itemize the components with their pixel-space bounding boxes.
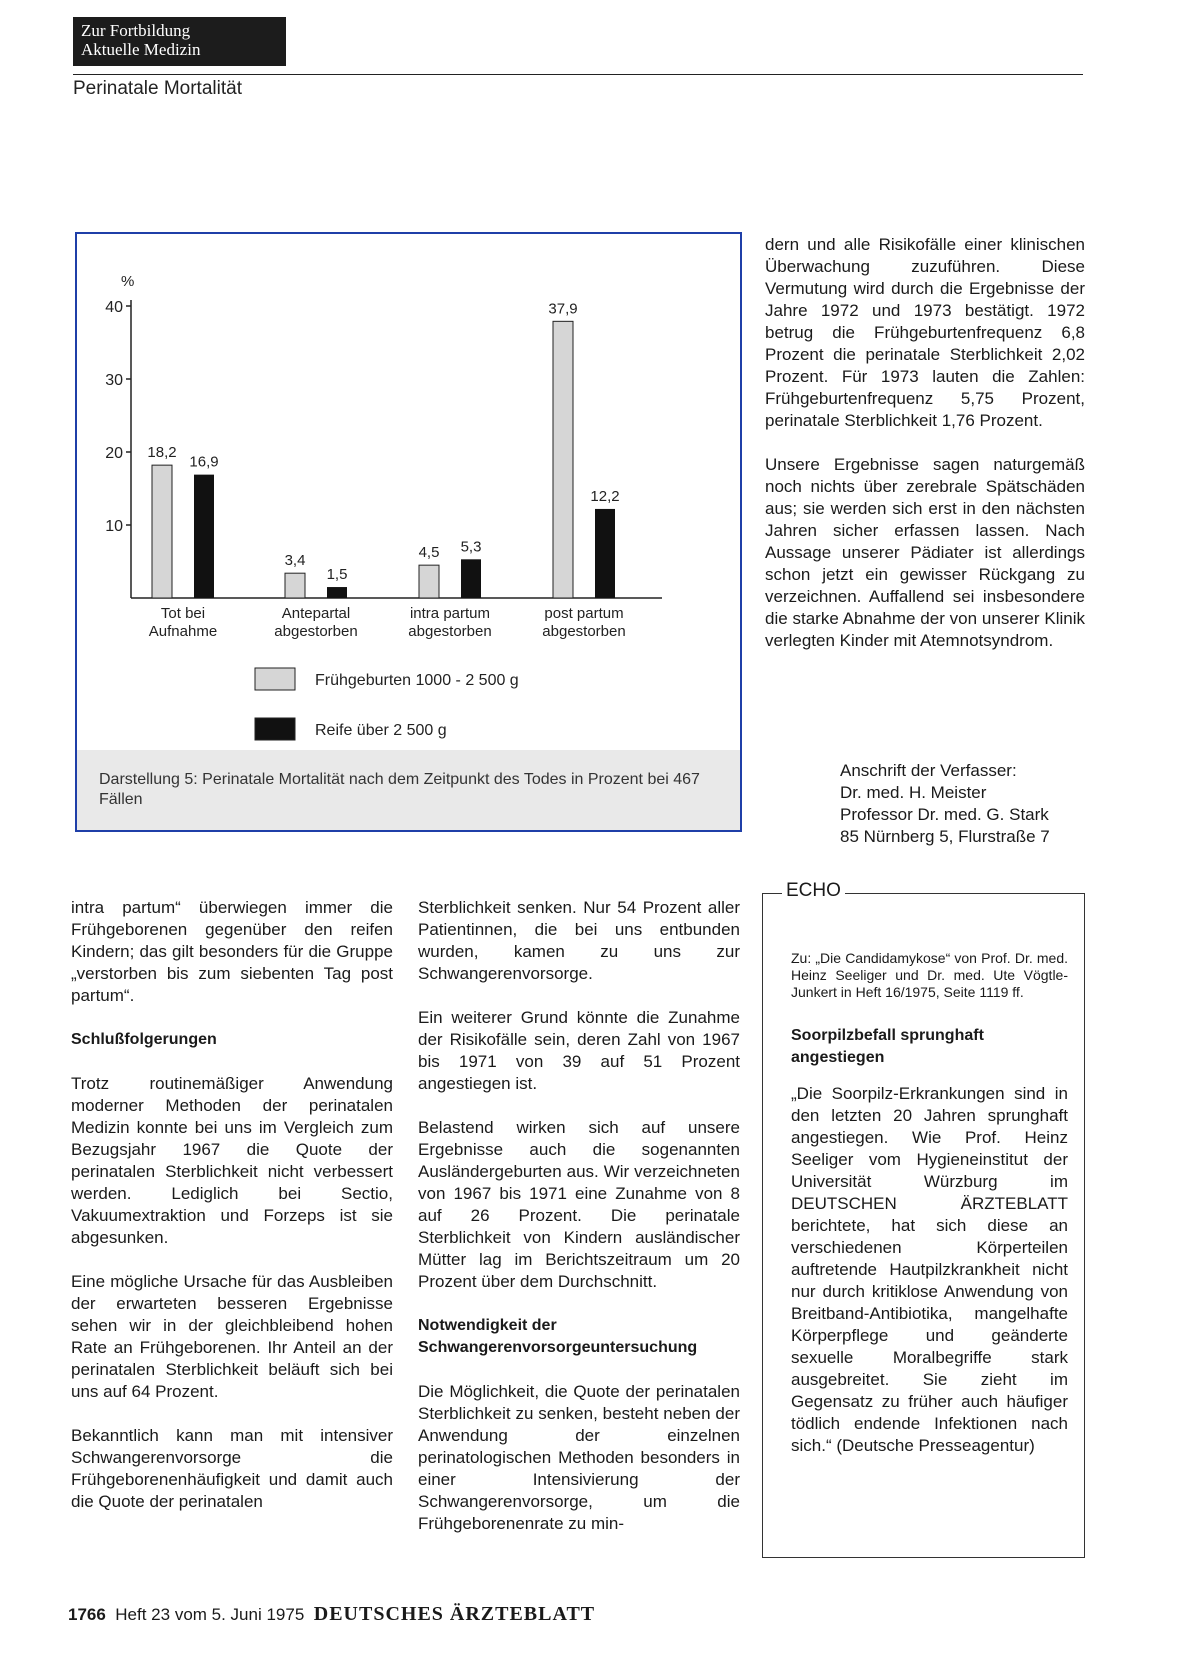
paragraph: Sterblichkeit senken. Nur 54 Prozent aller Patientinnen, die bei uns entbunden wurden, kamen zu uns zur Schwangerenvorsorge. (418, 898, 740, 983)
y-tick-label: 10 (105, 518, 123, 535)
right-column-top (765, 234, 1085, 674)
data-label: 1,5 (326, 566, 348, 584)
section-heading: Notwendigkeit der Schwangerenvorsorgeuntersuchung (418, 1317, 698, 1356)
legend-label: Frühgeburten 1000 - 2 500 g (315, 672, 519, 689)
y-tick-label: 30 (105, 372, 123, 389)
column-2 (418, 897, 740, 1557)
bar (285, 573, 305, 598)
address-line: 85 Nürnberg 5, Flurstraße 7 (840, 827, 1050, 846)
data-label: 3,4 (284, 552, 306, 570)
data-label: 18,2 (147, 444, 177, 462)
data-label: 5,3 (460, 538, 482, 556)
bar-chart (77, 234, 740, 750)
category-label: abgestorben (274, 623, 358, 640)
running-title: Perinatale Mortalität (73, 78, 242, 99)
echo-body: „Die Soorpilz-Erkrankungen sind in den letzten 20 Jahren sprunghaft angestiegen. Wie Prof. Heinz Seeliger vom Hygieneinstitut der Universität Würzburg im DEUTSCHEN ÄRZTEBLATT berichtete, hat sich diese an verschiedenen Körperteilen auftretende Hautpilzkrankheit nicht nur durch kritiklose Anwendung von Breitband-Antibiotika, mangelhafte Körperpflege und geänderte sexuelle Moralbegriffe stark ausgebreitet. Sie zieht im Gegensatz zu früher auch häufiger tödlich endende Infektionen nach sich.“ (Deutsche Presseagentur) (791, 1084, 1068, 1455)
legend-label: Reife über 2 500 g (315, 722, 447, 739)
page-footer (68, 1603, 595, 1626)
paragraph: Ein weiterer Grund könnte die Zunahme der Risikofälle sein, deren Zahl von 1967 bis 1971 von 39 auf 51 Prozent angestiegen ist. (418, 1008, 740, 1093)
data-label: 37,9 (548, 300, 578, 318)
data-label: 12,2 (590, 487, 620, 505)
address-label: Anschrift der Verfasser: (840, 761, 1017, 780)
paragraph: Bekanntlich kann man mit intensiver Schwangerenvorsorge die Frühgeborenenhäufigkeit und damit auch die Quote der perinatalen (71, 1426, 393, 1511)
echo-heading: Soorpilzbefall sprunghaft angestiegen (791, 1027, 984, 1066)
bar (152, 465, 172, 598)
category-label: abgestorben (408, 623, 492, 640)
paragraph: Unsere Ergebnisse sagen naturgemäß noch nichts über zerebrale Spätschäden aus; sie werden sich erst in den nächsten Jahren sicher erfassen lassen. Nach Aussage unserer Pädiater ist allerdings schon jetzt ein gewisser Rückgang zu verzeichnen. Auffallend sei insbesondere die starke Abnahme der von unserer Klinik verlegten Kinder mit Atemnotsyndrom. (765, 455, 1085, 650)
paragraph: Die Möglichkeit, die Quote der perinatalen Sterblichkeit zu senken, besteht neben der Anwendung der einzelnen perinatologischen Methoden besonders in einer Intensivierung der Schwangerenvorsorge, um die Frühgeborenenrate zu min- (418, 1382, 740, 1533)
data-label: 4,5 (418, 544, 440, 562)
badge-line-2: Aktuelle Medizin (81, 40, 201, 59)
bar (553, 321, 573, 598)
header-rule (73, 74, 1083, 75)
column-1 (71, 897, 393, 1535)
legend-swatch (255, 668, 295, 690)
category-label: post partum (544, 605, 624, 622)
paragraph: Trotz routinemäßiger Anwendung moderner Methoden der perinatalen Medizin konnte bei uns im Vergleich zum Bezugsjahr 1967 die Quote der perinatalen Sterblichkeit nicht verbessert werden. Lediglich bei Sectio, Vakuumextraktion und Forzeps ist sie abgesunken. (71, 1074, 393, 1247)
page-number: 1766 (68, 1605, 106, 1624)
bar (194, 475, 214, 598)
paragraph: Eine mögliche Ursache für das Ausbleiben der erwarteten besseren Ergebnisse sehen wir in der gleichbleibend hohen Rate an Frühgeborenen. Ihr Anteil an der perinatalen Sterblichkeit beläuft sich bei uns auf 64 Prozent. (71, 1272, 393, 1401)
data-label: 16,9 (189, 453, 219, 471)
category-label: Antepartal (281, 605, 351, 622)
category-label: Tot bei (160, 605, 206, 622)
address-line: Professor Dr. med. G. Stark (840, 805, 1049, 824)
badge-line-1: Zur Fortbildung (81, 21, 191, 40)
bar (461, 559, 481, 598)
bar (327, 587, 347, 598)
echo-title: ECHO (782, 880, 845, 902)
bar (595, 509, 615, 598)
issue-info: Heft 23 vom 5. Juni 1975 (115, 1605, 305, 1624)
category-label: abgestorben (542, 623, 626, 640)
y-tick-label: 40 (105, 299, 123, 316)
echo-reference: Zu: „Die Candidamykose“ von Prof. Dr. med. Heinz Seeliger und Dr. med. Ute Vögtle-Junkert in Heft 16/1975, Seite 1119 ff. (791, 950, 1068, 1000)
y-axis-unit: % (121, 273, 135, 290)
echo-box (762, 893, 1085, 1558)
category-label: intra partum (409, 605, 491, 622)
journal-name: DEUTSCHES ÄRZTEBLATT (313, 1603, 596, 1625)
address-line: Dr. med. H. Meister (840, 783, 987, 802)
section-heading: Schlußfolgerungen (71, 1031, 217, 1048)
y-tick-label: 20 (105, 445, 123, 462)
category-label: Aufnahme (148, 623, 218, 640)
paragraph: dern und alle Risikofälle einer klinischen Überwachung zuzuführen. Diese Vermutung wird durch die Ergebnisse der Jahre 1972 und 1973 bestätigt. 1972 betrug die Frühgeburtenfrequenz 6,8 Prozent die perinatale Sterblichkeit 2,02 Prozent. Für 1973 lauten die Zahlen: Frühgeburtenfrequenz 5,75 Prozent, perinatale Sterblichkeit 1,76 Prozent. (765, 235, 1085, 430)
bar (419, 565, 439, 598)
legend-swatch (255, 718, 295, 740)
figure-caption: Darstellung 5: Perinatale Mortalität nach dem Zeitpunkt des Todes in Prozent bei 467 Fällen (77, 750, 740, 830)
paragraph: Belastend wirken sich auf unsere Ergebnisse auch die sogenannten Ausländergeburten aus. Wir verzeichneten von 1967 bis 1971 eine Zunahme von 8 auf 26 Prozent. Die perinatale Sterblichkeit von Kindern ausländischer Mütter lag im Berichtszeitraum um 20 Prozent über dem Durchschnitt. (418, 1118, 740, 1291)
author-address (840, 760, 1050, 848)
paragraph: intra partum“ überwiegen immer die Frühgeborenen gegenüber den reifen Kindern; das gilt besonders für die Gruppe „verstorben bis zum siebenten Tag post partum“. (71, 898, 393, 1005)
section-badge (73, 17, 286, 66)
